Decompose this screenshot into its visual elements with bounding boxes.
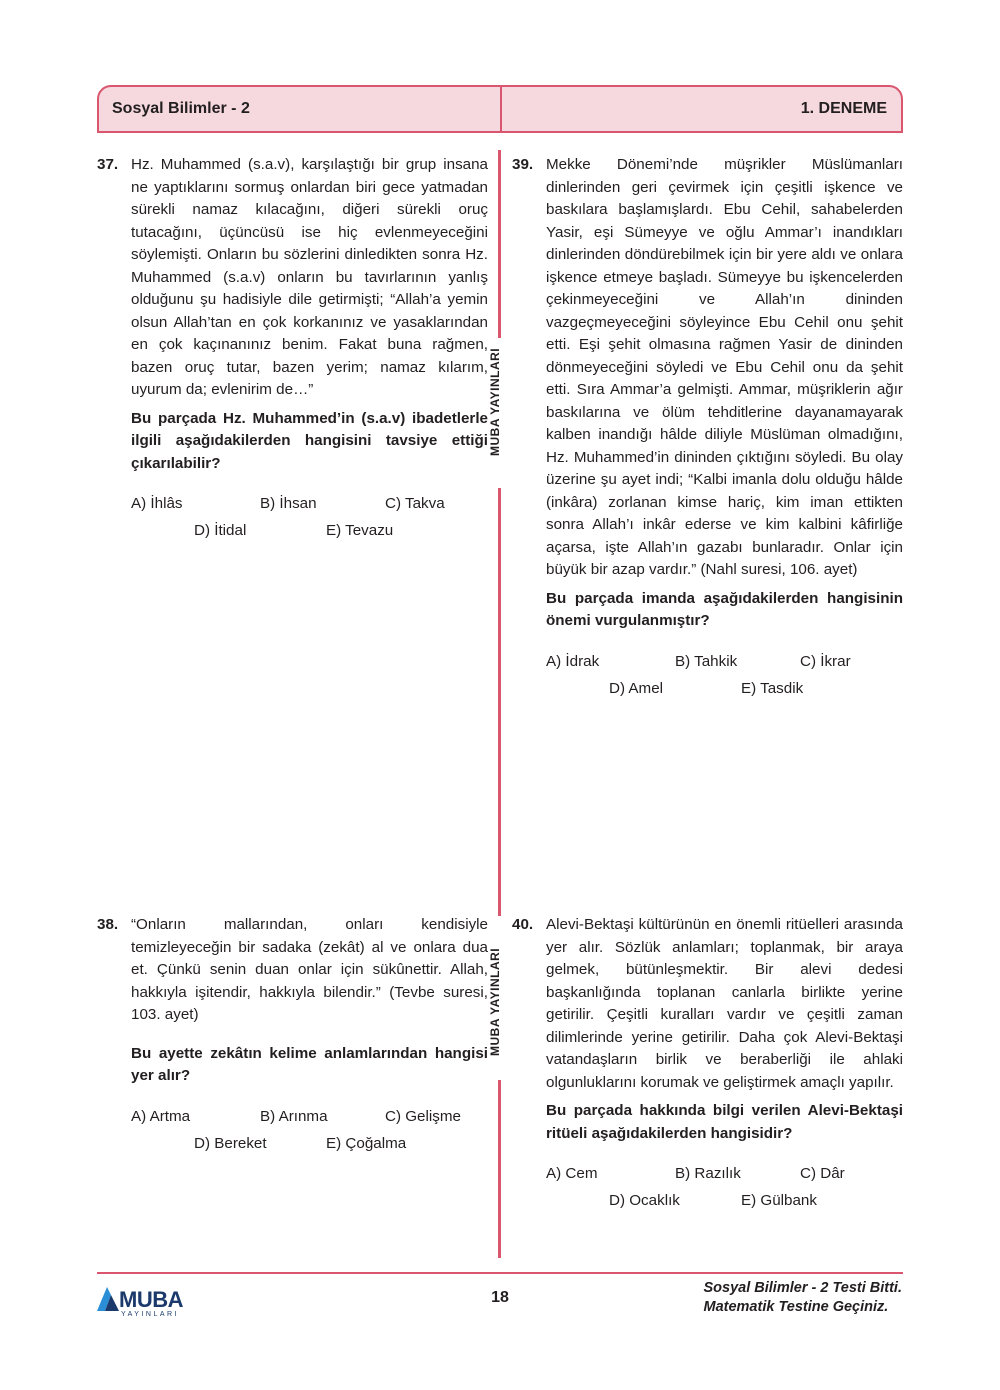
question-number: 40.	[512, 916, 534, 933]
option-d[interactable]: D) Bereket	[194, 1134, 267, 1152]
question-number: 37.	[97, 156, 119, 173]
subject-title: Sosyal Bilimler - 2	[112, 100, 250, 117]
answer-options	[131, 1106, 488, 1166]
option-a[interactable]: A) İdrak	[546, 652, 600, 670]
publisher-logo	[97, 1285, 187, 1321]
option-c[interactable]: C) Dâr	[800, 1165, 845, 1182]
option-c[interactable]: C) İkrar	[800, 652, 851, 670]
option-d[interactable]: D) Amel	[609, 679, 664, 697]
answer-options	[131, 493, 488, 553]
question-text: Mekke Dönemi’nde müşrikler Müslümanları dinlerinden geri çevirmek için çeşitli işkence ve baskılara başlamışlardı. Ebu Cehil, sahabelerden Yasir, eşi Sümeyye ve oğlu Ammar’ı inandıkları dinlerinden döndürebilmek için bir yere aldı ve onlara işkence etmeye başladı. Sümeyye bu işkencelerden çekinmeyeceğini ve Allah’ın dininden vazgeçmeyeceğini söyleyince Ebu Cehil onu şehit etti. Eşi şehit olmasına rağmen Yasir de dininden dönmeyeceğini söyledi ve Ebu Cehil onu da şehit etti. Sıra Ammar’a gelmişti. Ammar, müşriklerin ağır baskılarına ve ölüm tehditlerine dayanamayarak kalben inandığı hâlde diliyle Müslüman olmadığını, Hz. Muhammed’in dininden çıktığını söyledi. Bu olay üzerine şu ayet indi; “Kalbi imanla dolu olduğu hâlde (inkâra) zorlanan kimse hariç, kim iman ettikten sonra Allah’ı inkâr ederse ve kim kalbini kâfirliğe açarsa, işte Allah’ın gazabı bunlaradır. Onlar için büyük bir azap vardır.” (Nahl suresi, 106. ayet)	[546, 156, 903, 578]
option-e[interactable]: E) Tasdik	[741, 679, 804, 697]
question-number: 39.	[512, 156, 534, 173]
option-a[interactable]: A) Artma	[131, 1107, 191, 1125]
column-divider	[498, 488, 501, 916]
question-prompt: Bu parçada imanda aşağıdakilerden hangisinin önemi vurgulanmıştır?	[546, 589, 903, 629]
column-divider	[498, 150, 501, 338]
question-text: Hz. Muhammed (s.a.v), karşılaştığı bir grup insana ne yaptıklarını sormuş onlardan biri gece yatmadan sürekli namaz kılacağını, diğeri sürekli oruç tutacağını, üçüncüsü ise hiç evlenmeyeceğini söylemişti. Onların bu sözlerini dinledikten sonra Hz. Muhammed (s.a.v) onların bu tavırlarının yanlış olduğunu şu hadisiyle dile getirmişti; “Allah’a yemin olsun Allah’tan en çok korkanınız ve yasaklarından en çok kaçınanınız benim. Fakat buna rağmen, bazen oruç tutar, bazen yerim; namaz kılarım, uyurum da; evlenirim de…”	[131, 156, 488, 398]
exam-title: 1. DENEME	[800, 100, 887, 117]
logo-text: MUBA	[119, 1287, 183, 1312]
option-b[interactable]: B) Arınma	[260, 1107, 328, 1125]
option-d[interactable]: D) Ocaklık	[609, 1192, 680, 1209]
option-e[interactable]: E) Çoğalma	[326, 1134, 407, 1152]
option-e[interactable]: E) Gülbank	[741, 1192, 817, 1209]
question-38	[97, 914, 488, 1166]
logo-mountain-icon	[97, 1285, 121, 1311]
question-prompt: Bu ayette zekâtın kelime anlamlarından hangisi yer alır?	[131, 1044, 488, 1084]
option-b[interactable]: B) Razılık	[675, 1165, 741, 1182]
test-end-line2: Matematik Testine Geçiniz.	[703, 1299, 889, 1315]
option-c[interactable]: C) Gelişme	[385, 1107, 461, 1125]
option-b[interactable]: B) Tahkik	[675, 652, 738, 670]
question-39	[512, 154, 903, 711]
answer-options	[546, 651, 903, 711]
question-text: Alevi-Bektaşi kültürünün en önemli ritüelleri arasında yer alır. Sözlük anlamları; toplanmak, bir araya gelmek, bütünleşmektir. Bir alevi dedesi başkanlığında toplanan canlarla birlikte yerine getirilir. Çeşitli kuralları vardır ve çeşitli zaman dilimlerinde yerine getirilir. Daha çok Alevi-Bektaşi vatandaşların birlik ve beraberliği ile ahlaki olgunluklarını korumak ve geliştirmek amaçlı yapılır.	[546, 916, 903, 1091]
question-40	[512, 914, 903, 1223]
option-b[interactable]: B) İhsan	[260, 495, 317, 512]
question-prompt: Bu parçada Hz. Muhammed’in (s.a.v) ibadetlerle ilgili aşağıdakilerden hangisini tavsiye ettiği çıkarılabilir?	[131, 409, 488, 472]
question-prompt: Bu parçada hakkında bilgi verilen Alevi-Bektaşi ritüeli aşağıdakilerden hangisidir?	[546, 1102, 903, 1142]
option-a[interactable]: A) İhlâs	[131, 495, 183, 512]
page-number: 18	[491, 1289, 509, 1306]
option-c[interactable]: C) Takva	[385, 495, 445, 512]
column-divider	[498, 1080, 501, 1258]
answer-options	[546, 1163, 903, 1223]
question-text: “Onların mallarından, onları kendisiyle temizleyeceğin bir sadaka (zekât) al ve onlara dua et. Çünkü senin duan onlar için sükûnettir. Allah, hakkıyla işitendir, hakkıyla bilendir.” (Tevbe suresi, 103. ayet)	[131, 916, 488, 1023]
footer-divider	[97, 1272, 903, 1274]
logo-subtext: YAYINLARI	[121, 1311, 180, 1318]
side-publisher-text: MUBA YAYINLARI	[488, 947, 502, 1057]
option-a[interactable]: A) Cem	[546, 1165, 598, 1182]
page-header	[97, 85, 903, 133]
header-divider	[500, 87, 502, 131]
question-number: 38.	[97, 916, 119, 933]
test-end-line1: Sosyal Bilimler - 2 Testi Bitti.	[703, 1280, 902, 1296]
side-publisher-text: MUBA YAYINLARI	[488, 347, 502, 457]
test-end-note	[704, 1279, 903, 1317]
option-e[interactable]: E) Tevazu	[326, 522, 394, 539]
option-d[interactable]: D) İtidal	[194, 522, 247, 539]
question-37	[97, 154, 488, 553]
